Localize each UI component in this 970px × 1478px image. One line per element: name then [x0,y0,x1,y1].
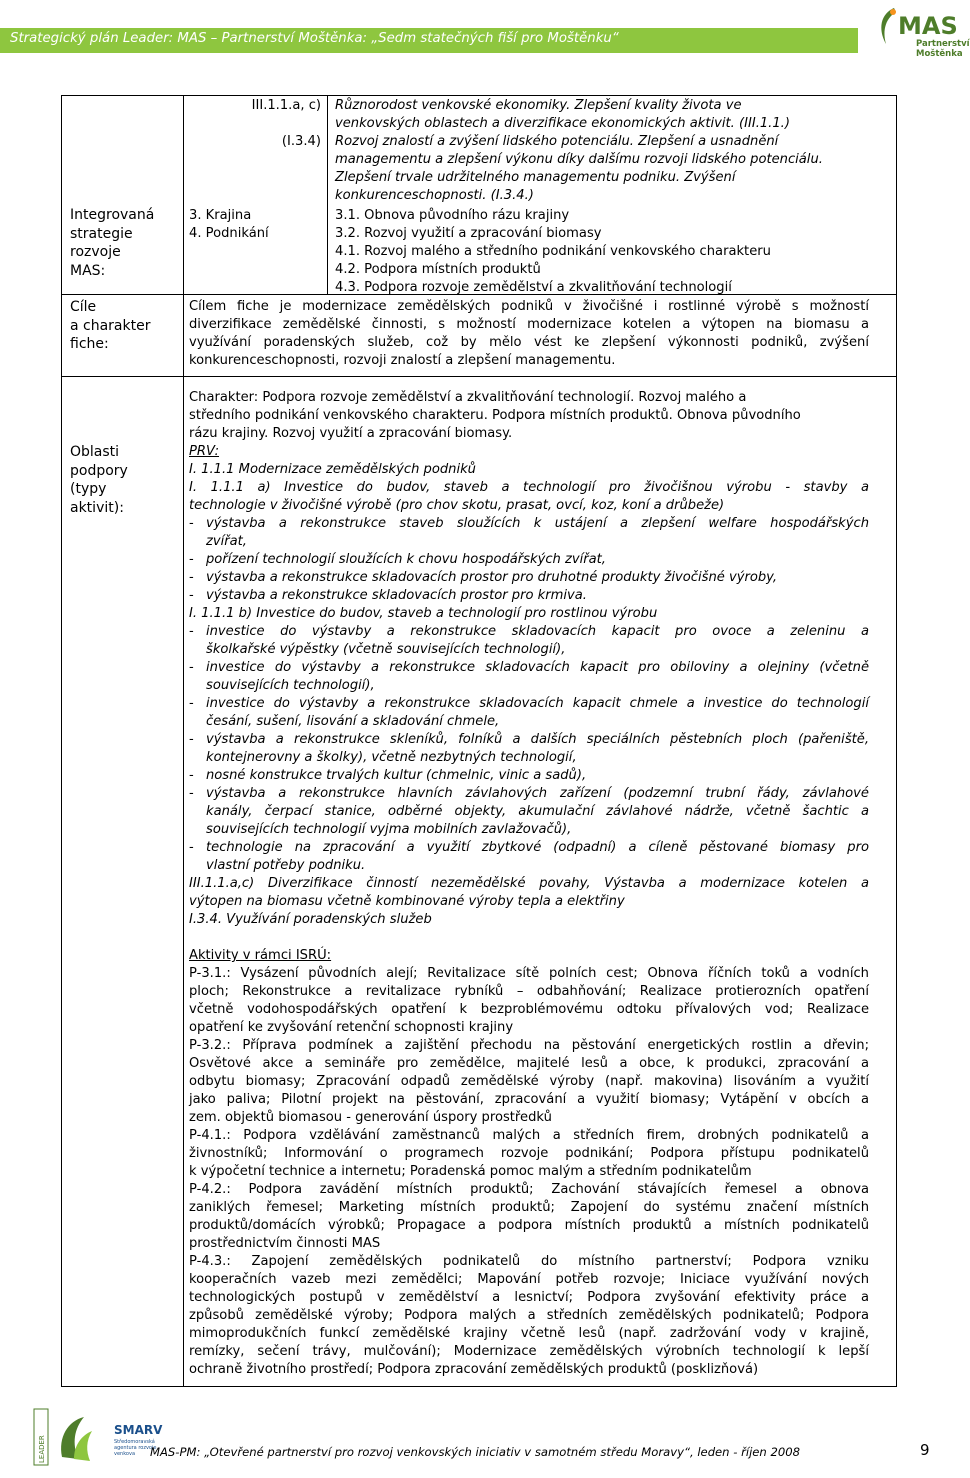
isru-line: opatření ke zvyšování retenční schopnosti krajiny [189,1020,514,1035]
code-prv-2: (I.3.4) [281,134,321,149]
objective-line: konkurenceschopnosti. (I.3.4.) [335,188,534,203]
prv-line [189,875,869,893]
prv-line [189,749,869,767]
prv-bullet-line [189,839,869,857]
isru-line: zaniklých řemesel; Marketing místních produktů; Zapojení do systému značení místních [189,1200,869,1215]
goal-line: konkurenceschopnosti, rozvoji znalostí a zlepšení managementu. [189,353,616,368]
label-line: fiche: [70,336,109,352]
prv-bullet-line [189,587,869,605]
mas-logo-line2: Moštěnka [916,49,963,59]
prv-line-text: investice do výstavby a rekonstrukce skladovacích kapacit chmele a investice do technologií [206,696,869,711]
label-line: aktivit): [70,499,124,516]
label-goal [70,298,150,354]
prv-line [189,641,869,659]
isru-line: technologických postupů v zemědělství a lesnictví; Podpora zvyšování efektivity práce a [189,1290,869,1305]
prv-line-text: souvisejících technologií vyjma mobilních zavlažovačů), [206,822,572,837]
theme-business: 4. Podnikání [189,226,269,241]
theme-landscape: 3. Krajina [189,208,252,223]
prv-line [189,911,869,929]
mas-logo-text: MAS [898,12,958,40]
isru-line: remízky, sečení trávy, mulčování); Modernizace zemědělských výrobních technologií k lepší [189,1344,869,1359]
prv-bullet-line [189,569,869,587]
prv-line [189,677,869,695]
prv-line-text: pořízení technologií sloužících k chovu hospodářských zvířat, [206,552,606,567]
isru-line: P-4.1.: Podpora vzdělávání zaměstnanců malých a středních firem, drobných podnikatelů a [189,1128,869,1143]
prv-line-text: nosné konstrukce trvalých kultur (chmelnic, vinic a sadů), [206,768,587,783]
goal-line: využívání poradenských služeb, což by mělo vést ke zlepšení výkonnosti podniků, zvýšení [189,335,869,350]
prv-line-text: I. 1.1.1 Modernizace zemědělských podniků [189,462,476,477]
isru-line: mimoprodukčních funkcí zemědělské krajiny včetně lesů (např. zadržování vody v krajině, [189,1326,869,1341]
dash-bullet: - [189,786,194,801]
label-line: MAS: [70,262,106,279]
isru-heading: Aktivity v rámci ISRÚ: [189,948,332,963]
prv-line [189,821,869,839]
dash-bullet: - [189,624,194,639]
label-line: rozvoje [70,244,121,260]
isru-line: Osvětové akce a semináře pro zemědělce, majitelé lesů a obce, k produkci, zpracování a [189,1056,869,1071]
isru-line: ploch; Rekonstrukce a revitalizace rybníků – odbahňování; Realizace protierozních opatření [189,984,869,999]
strategy-items [335,207,891,297]
prv-line-text: česání, sušení, lisování a skladování chmele, [206,714,500,729]
strategy-item: 3.1. Obnova původního rázu krajiny [335,208,570,223]
prv-bullet-line [189,785,869,803]
prv-line [189,857,869,875]
prv-line-text: výstavba a rekonstrukce skladovacích prostor pro krmiva. [206,588,587,603]
prv-line [189,479,869,497]
strategy-item: 4.3. Podpora rozvoje zemědělství a zkvalitňování technologií [335,280,732,295]
prv-line-text: vlastní potřeby podniku. [206,858,366,873]
prv-line-text: I.3.4. Využívání poradenských služeb [189,912,432,927]
prv-bullet-line [189,551,869,569]
isru-line: jako paliva; Pilotní projekt na pěstování, zpracování a využití biomasy; Vytápění v obcích a [189,1092,869,1107]
strategy-item: 4.2. Podpora místních produktů [335,262,541,277]
prv-line-text: výstavba a rekonstrukce hlavních závlahových zařízení (podzemní trubní řády, závlahové [206,786,869,801]
prv-heading: PRV: [189,444,220,459]
character-line: rázu krajiny. Rozvoj využití a zpracování biomasy. [189,426,513,441]
prv-line-text: III.1.1.a,c) Diverzifikace činností nezemědělské povahy, Výstavba a modernizace kotelen a [189,876,869,891]
smarv-logo-subtitle: Středomoravská agentura rozvoje venkova [114,1439,157,1457]
table-divider-left [183,95,184,1387]
label-support-areas [70,443,128,517]
dash-bullet: - [189,552,194,567]
character-line: Charakter: Podpora rozvoje zemědělství a zkvalitňování technologií. Rozvoj malého a [189,390,747,405]
prv-line-text: I. 1.1.1 b) Investice do budov, staveb a technologií pro rostlinou výrobu [189,606,658,621]
prv-bullet-line [189,515,869,533]
prv-bullet-line [189,659,869,677]
isru-line: živnostníků; Informování o programech rozvoje podnikání; Podpora přístupu podnikatelů [189,1146,869,1161]
prv-line [189,803,869,821]
label-integrated-strategy [70,206,154,280]
prv-line-text: výstavba a rekonstrukce staveb sloužících k ustájení a zlepšení welfare hospodářských [206,516,869,531]
strategy-item: 4.1. Rozvoj malého a středního podnikání venkovského charakteru [335,244,771,259]
goal-line: Cílem fiche je modernizace zemědělských podniků v živočišné i rostlinné výrobě s možností [189,299,869,314]
label-line: a charakter [70,317,151,334]
isru-line: produktů/domácích výrobků; Propagace a podpora místních produktů a místních podnikatelů [189,1218,869,1233]
prv-line-text: I. 1.1.1 a) Investice do budov, staveb a technologií pro živočišnou výrobu - stavby a [189,480,869,495]
objective-line: venkovských oblastech a diverzifikace ekonomických aktivit. (III.1.1.) [335,116,790,131]
prv-line-text: investice do výstavby a rekonstrukce skladovacích kapacit pro obiloviny a olejniny (včetně [206,660,869,675]
objective-line: Rozvoj znalostí a zvýšení lidského potenciálu. Zlepšení a usnadnění [335,134,779,149]
prv-line-text: výtopen na biomasu včetně kombinované výroby tepla a elektřiny [189,894,625,909]
prv-line-text: výstavba a rekonstrukce skleníků, folníků a dalších speciálních pěstebních ploch (pařeniště, [206,732,869,747]
prv-line [189,533,869,551]
character-paragraph [189,389,889,443]
prv-line-text: technologie v živočišné výrobě (pro chov skotu, prasat, ovcí, koz, koní a drůbeže) [189,498,725,513]
prv-line-text: technologie na zpracování a využití zbytkové (odpadní) a cíleně pěstované biomasy pro [206,840,869,855]
dash-bullet: - [189,588,194,603]
isru-line: prostřednictvím činnosti MAS [189,1236,381,1251]
prv-line [189,893,869,911]
isru-line: včetně vodohospodářských opatření k bezproblémovému odtoku přívalových vod; Realizace [189,1002,869,1017]
label-line: podpory [70,462,128,479]
label-line: (typy [70,481,107,497]
mas-logo-line1: Partnerství [916,39,970,49]
prv-bullet-line [189,623,869,641]
prv-line-text: souvisejících technologií), [206,678,375,693]
prv-line-text: kontejnerovny a školky), včetně nezbytných technologií, [206,750,577,765]
label-line: strategie [70,225,133,242]
isru-line: P-4.3.: Zapojení zemědělských podnikatelů do místního partnerství; Podpora vzniku [189,1254,869,1269]
isru-line: ochraně životního prostředí; Podpora zpracování zemědělských produktů (posklizňová) [189,1362,759,1377]
smarv-logo-text: SMARV [114,1423,163,1437]
prv-line [189,497,869,515]
prv-line [189,713,869,731]
prv-objectives [335,97,891,205]
prv-line-text: školkařské výpěstky (včetně souvisejících technologií), [206,642,566,657]
strategy-item: 3.2. Rozvoj využití a zpracování biomasy [335,226,602,241]
dash-bullet: - [189,732,194,747]
prv-line-text: investice do výstavby a rekonstrukce skladovacích kapacit pro ovoce a zeleninu a [206,624,869,639]
dash-bullet: - [189,768,194,783]
dash-bullet: - [189,696,194,711]
isru-line: zem. objektů biomasou - generování úspory prostředků [189,1110,552,1125]
code-prv: III.1.1.a, c) [251,98,321,113]
dash-bullet: - [189,840,194,855]
page-number: 9 [920,1441,930,1459]
goal-line: diverzifikace zemědělské činnosti, s možností modernizace kotelen a výtopen na biomasu a [189,317,869,332]
isru-line: k výpočetní technice a internetu; Poradenská pomoc malým a středním podnikatelům [189,1164,752,1179]
label-line: Oblasti [70,444,120,460]
prv-line-text: kanály, čerpací stanice, odběrné objekty, akumulační závlahové nádrže, včetně šachtic a [206,804,869,819]
objective-line: Zlepšení trvale udržitelného managementu podniku. Zvýšení [335,170,736,185]
mas-logo [858,0,970,70]
isru-line: P-3.1.: Vysázení původních alejí; Revitalizace sítě polních cest; Obnova říčních toků a vodních [189,966,869,981]
prv-bullet-line [189,767,869,785]
character-line: středního podnikání venkovského charakteru. Podpora místních produktů. Obnova původního [189,408,801,423]
svg-text:LEADER: LEADER [38,1435,46,1463]
isru-line: odbytu biomasy; Zpracování odpadů zemědělské výroby (např. makovina) lisováním a využití [189,1074,869,1089]
prv-line-text: výstavba a rekonstrukce skladovacích prostor pro druhotné produkty živočišné výroby, [206,570,778,585]
dash-bullet: - [189,516,194,531]
objective-line: Různorodost venkovské ekonomiky. Zlepšení kvality života ve [335,98,742,113]
isru-line: P-3.2.: Příprava podmínek a zajištění přechodu na pěstování energetických rostlin a dřevin; [189,1038,869,1053]
isru-line: způsobů zemědělské výroby; Podpora malých a středních zemědělských podnikatelů; Podpora [189,1308,869,1323]
dash-bullet: - [189,570,194,585]
prv-line [189,605,869,623]
header-bar [0,28,858,53]
isru-list [189,965,869,1379]
isru-line: kooperačních vazeb mezi zemědělci; Mapování potřeb rozvoje; Iniciace využívání nových [189,1272,869,1287]
goal-paragraph [189,298,869,370]
label-line: Integrovaná [70,207,155,223]
prv-line-text: zvířat, [206,534,247,549]
prv-bullet-line [189,731,869,749]
prv-bullet-line [189,695,869,713]
prv-list [189,461,869,929]
header-title: Strategický plán Leader: MAS – Partnerství Moštěnka: „Sedm statečných fiší pro Moštěnku“ [10,31,619,46]
table-divider-row2 [61,376,897,377]
isru-line: P-4.2.: Podpora zavádění místních produktů; Zachování stávajících řemesel a obnova [189,1182,869,1197]
footer-text: MAS-PM: „Otevřené partnerství pro rozvoj venkovských iniciativ v samotném středu Moravy“, leden - říjen 2008 [150,1445,800,1459]
dash-bullet: - [189,660,194,675]
objective-line: managementu a zlepšení výkonu díky dalšímu rozvoji lidského potenciálu. [335,152,823,167]
table-divider-codes [327,95,328,295]
mas-logo-swoosh-icon [876,6,898,46]
label-line: Cíle [70,299,97,315]
prv-line [189,461,869,479]
